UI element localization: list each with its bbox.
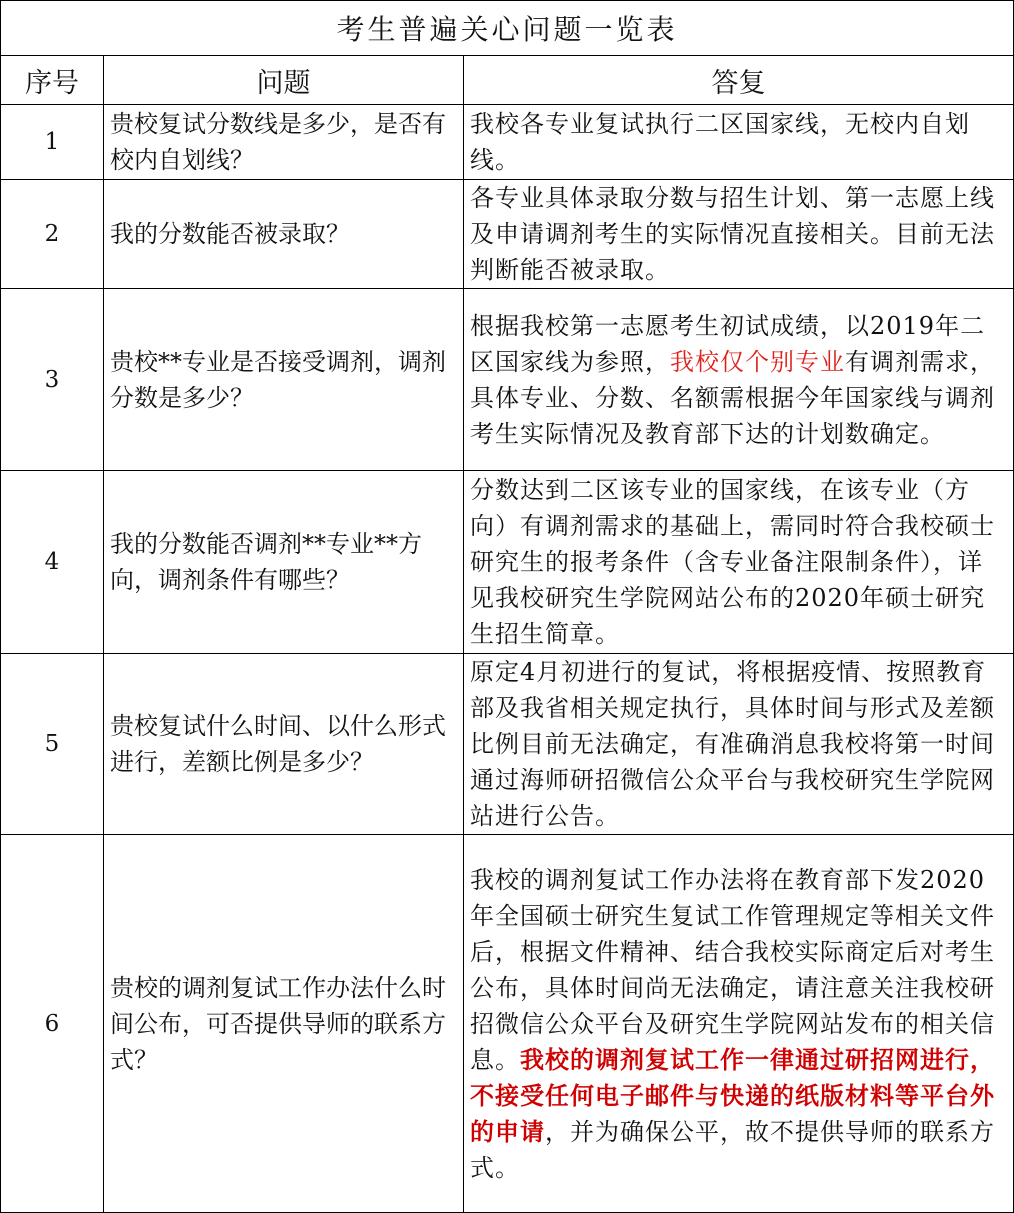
table-row [1,105,1014,180]
row-number: 4 [1,471,104,654]
table-row [1,289,1014,471]
row-question: 我的分数能否调剂**专业**方向，调剂条件有哪些？ [104,471,464,654]
answer-text: ，并为确保公平，故不提供导师的联系方式。 [470,1117,995,1182]
row-answer [464,105,1014,180]
header-answer: 答复 [464,56,1014,105]
row-answer [464,180,1014,289]
row-question: 我的分数能否被录取？ [104,180,464,289]
row-question: 贵校复试分数线是多少，是否有校内自划线？ [104,105,464,180]
table-row [1,471,1014,654]
table-row [1,654,1014,835]
table-row [1,835,1014,1213]
table-row [1,180,1014,289]
row-number: 6 [1,835,104,1213]
answer-text: 原定4月初进行的复试，将根据疫情、按照教育部及我省相关规定执行，具体时间与形式及差额比例目前无法确定，有准确消息我校将第一时间通过海师研招微信公众平台与我校研究生学院网站进行公告。 [470,658,995,830]
header-row [1,56,1014,105]
row-question: 贵校复试什么时间、以什么形式进行，差额比例是多少？ [104,654,464,835]
answer-highlight: 我校仅个别专业 [670,347,845,376]
row-question: 贵校**专业是否接受调剂，调剂分数是多少？ [104,289,464,471]
row-number: 5 [1,654,104,835]
row-answer [464,471,1014,654]
table-title: 考生普遍关心问题一览表 [1,1,1014,56]
answer-text: 各专业具体录取分数与招生计划、第一志愿上线及申请调剂考生的实际情况直接相关。目前无法判断能否被录取。 [470,184,995,284]
answer-emphasis: 我校的调剂复试工作一律通过研招网进行，不接受任何电子邮件与快递的纸版材料等平台外的申请 [470,1044,995,1146]
answer-text: 我校各专业复试执行二区国家线，无校内自划线。 [470,110,970,174]
title-row [1,1,1014,56]
row-answer [464,289,1014,471]
row-number: 1 [1,105,104,180]
row-question: 贵校的调剂复试工作办法什么时间公布，可否提供导师的联系方式？ [104,835,464,1213]
header-question: 问题 [104,56,464,105]
header-number: 序号 [1,56,104,105]
answer-text: 我校的调剂复试工作办法将在教育部下发2020年全国硕士研究生复试工作管理规定等相关文件后，根据文件精神、结合我校实际商定后对考生公布，具体时间尚无法确定，请注意关注我校研招微信公众平台及研究生学院网站发布的相关信息。 [470,865,995,1074]
answer-text: 根据我校第一志愿考生初试成绩，以2019年二区国家线为参照， [470,311,986,376]
answer-text: 分数达到二区该专业的国家线，在该专业（方向）有调剂需求的基础上，需同时符合我校硕士研究生的报考条件（含专业备注限制条件），详见我校研究生学院网站公布的2020年硕士研究生招生简章。 [470,476,995,648]
answer-text: 有调剂需求，具体专业、分数、名额需根据今年国家线与调剂考生实际情况及教育部下达的计划数确定。 [470,347,995,448]
row-number: 2 [1,180,104,289]
row-number: 3 [1,289,104,471]
row-answer [464,654,1014,835]
row-answer [464,835,1014,1213]
